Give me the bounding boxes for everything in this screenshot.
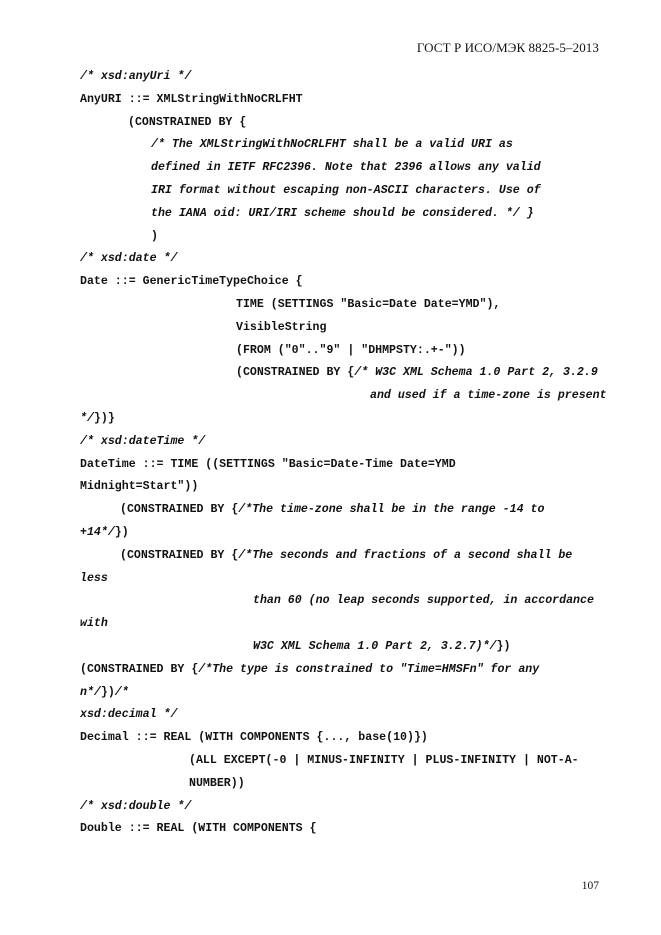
code-line bbox=[0, 385, 661, 408]
code-line bbox=[0, 773, 661, 796]
code-comment: /* W3C XML Schema 1.0 Part 2, 3.2.9 bbox=[354, 366, 598, 380]
code-text: }) bbox=[114, 525, 129, 539]
code-text: DateTime ::= TIME ((SETTINGS "Basic=Date-Time Date=YMD bbox=[80, 457, 456, 471]
code-line bbox=[0, 613, 661, 636]
code-text: Date ::= GenericTimeTypeChoice { bbox=[80, 275, 303, 289]
code-line bbox=[0, 522, 661, 545]
code-comment: /*The seconds and fractions of a second shall be bbox=[238, 548, 573, 562]
code-comment: the IANA oid: URI/IRI scheme should be considered. */ } bbox=[151, 206, 534, 220]
code-text: Decimal ::= REAL (WITH COMPONENTS {..., base(10)}) bbox=[80, 731, 428, 745]
code-line bbox=[0, 134, 661, 157]
code-text: (CONSTRAINED BY { bbox=[236, 366, 355, 380]
code-text: NUMBER)) bbox=[189, 776, 245, 790]
code-line bbox=[0, 796, 661, 819]
code-line bbox=[0, 704, 661, 727]
code-line bbox=[0, 203, 661, 226]
code-text: Double ::= REAL (WITH COMPONENTS { bbox=[80, 822, 317, 836]
code-text: (FROM ("0".."9" | "DHMPSTY:.+-")) bbox=[236, 343, 466, 357]
code-comment: /* bbox=[114, 685, 129, 699]
code-text: }) bbox=[496, 639, 511, 653]
code-text: (CONSTRAINED BY { bbox=[80, 662, 199, 676]
code-text: }) bbox=[100, 685, 115, 699]
code-line bbox=[0, 66, 661, 89]
code-comment: less bbox=[80, 571, 108, 585]
code-line bbox=[0, 727, 661, 750]
code-text: (ALL EXCEPT(-0 | MINUS-INFINITY | PLUS-INFINITY | NOT-A- bbox=[189, 753, 579, 767]
code-line bbox=[0, 408, 661, 431]
code-line bbox=[0, 659, 661, 682]
code-comment: W3C XML Schema 1.0 Part 2, 3.2.7)*/ bbox=[253, 639, 497, 653]
code-comment: xsd:decimal */ bbox=[80, 708, 178, 722]
code-line bbox=[0, 545, 661, 568]
code-line bbox=[0, 340, 661, 363]
code-text: (CONSTRAINED BY { bbox=[120, 548, 239, 562]
code-text: AnyURI ::= XMLStringWithNoCRLFHT bbox=[80, 92, 303, 106]
code-line bbox=[0, 499, 661, 522]
code-text: TIME (SETTINGS "Basic=Date Date=YMD"), bbox=[236, 297, 501, 311]
code-line bbox=[0, 682, 661, 705]
code-comment: /* The XMLStringWithNoCRLFHT shall be a valid URI as bbox=[151, 138, 513, 152]
code-line bbox=[0, 362, 661, 385]
code-comment: than 60 (no leap seconds supported, in accordance bbox=[253, 594, 594, 608]
code-line bbox=[0, 180, 661, 203]
code-text: (CONSTRAINED BY { bbox=[120, 503, 239, 517]
code-comment: IRI format without escaping non-ASCII characters. Use of bbox=[151, 183, 541, 197]
standard-header: ГОСТ Р ИСО/МЭК 8825-5–2013 bbox=[416, 40, 599, 55]
code-comment: n*/ bbox=[80, 685, 101, 699]
code-line bbox=[0, 750, 661, 773]
code-line bbox=[0, 157, 661, 180]
code-line bbox=[0, 818, 661, 841]
code-line bbox=[0, 294, 661, 317]
code-line bbox=[0, 476, 661, 499]
code-line bbox=[0, 271, 661, 294]
code-text: ) bbox=[151, 229, 158, 243]
code-line bbox=[0, 431, 661, 454]
code-text: Midnight=Start")) bbox=[80, 480, 199, 494]
code-text: VisibleString bbox=[236, 320, 327, 334]
code-comment: */ bbox=[80, 411, 94, 425]
code-line bbox=[0, 636, 661, 659]
page-number: 107 bbox=[581, 880, 599, 892]
code-line bbox=[0, 590, 661, 613]
code-line bbox=[0, 568, 661, 591]
code-text: (CONSTRAINED BY { bbox=[128, 115, 247, 129]
code-line bbox=[0, 248, 661, 271]
code-comment: /* xsd:double */ bbox=[80, 799, 192, 813]
code-comment: with bbox=[80, 617, 108, 631]
asn1-code-listing bbox=[0, 66, 661, 841]
code-comment: /*The type is constrained to "Time=HMSFn" for any bbox=[198, 662, 540, 676]
code-comment: /* xsd:date */ bbox=[80, 252, 178, 266]
code-line bbox=[0, 226, 661, 249]
code-comment: /*The time-zone shall be in the range -14 to bbox=[238, 503, 545, 517]
code-line bbox=[0, 89, 661, 112]
code-comment: and used if a time-zone is present bbox=[370, 389, 607, 403]
code-comment: /* xsd:dateTime */ bbox=[80, 434, 206, 448]
code-comment: +14*/ bbox=[80, 525, 115, 539]
code-line bbox=[0, 454, 661, 477]
code-comment: /* xsd:anyUri */ bbox=[80, 70, 192, 83]
code-line bbox=[0, 112, 661, 135]
code-comment: defined in IETF RFC2396. Note that 2396 allows any valid bbox=[151, 161, 541, 175]
code-text: })} bbox=[93, 411, 115, 425]
code-line bbox=[0, 317, 661, 340]
